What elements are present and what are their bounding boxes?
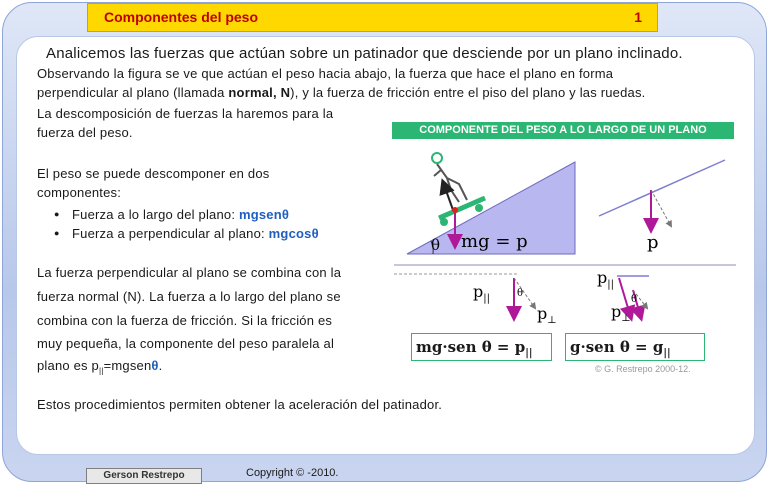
para4-line4: muy pequeña, la componente del peso paralela al [37, 336, 335, 351]
para4-line3: combina con la fuerza de fricción. Si la fricción es [37, 313, 333, 328]
para4-line5: plano es $p_{||}=mgsen\theta$. [37, 358, 163, 376]
normal-arrow [443, 182, 453, 210]
p-perp-label-right: $p_\perp$ [611, 302, 631, 325]
para1-line2: perpendicular al plano (llamada normal, N), y la fuerza de fricción entre el piso del plano y las ruedas. [37, 85, 646, 100]
para3-line2: componentes: [37, 185, 122, 200]
bullet-item: ● Fuerza a perpendicular al plano: mgcosθ [72, 226, 319, 241]
p-parallel-label: $p_{||}$ [473, 282, 490, 305]
theta-label: θ [431, 236, 441, 254]
theta-small-label: θ [517, 288, 524, 299]
bullet-item: ● Fuerza a lo largo del plano: mgsenθ [72, 207, 289, 222]
mg-label: mg = p [461, 231, 528, 252]
theta-small-label-right: θ [631, 294, 638, 305]
para2-line1: La descomposición de fuerzas la haremos para la [37, 106, 334, 121]
para4-line2: fuerza normal (N). La fuerza a lo largo del plano se [37, 289, 341, 304]
figure-credit: © G. Restrepo 2000-12. [595, 364, 691, 374]
conclusion-text: Estos procedimientos permiten obtener la aceleración del patinador. [37, 397, 443, 412]
page-title: Componentes del peso [104, 9, 259, 25]
intro-text: Analicemos las fuerzas que actúan sobre un patinador que desciende por un plano inclinado. [46, 45, 683, 62]
copyright-text: Copyright © -2010. [246, 467, 339, 479]
para1-line1: Observando la figura se ve que actúan el peso hacia abajo, la fuerza que hace el plano en forma [37, 66, 614, 81]
para4-line1: La fuerza perpendicular al plano se combina con la [37, 265, 342, 280]
equation-box-1: mg·sen $\theta = p_{||}$ [411, 333, 552, 361]
skater-icon [432, 153, 485, 226]
equation-box-2: g·sen $\theta = g_{||}$ [565, 333, 705, 361]
incline-line [599, 160, 725, 216]
para3-line1: El peso se puede descomponer en dos [37, 166, 270, 181]
p-parallel-label-right: $p_{||}$ [597, 268, 614, 291]
page-number: 1 [634, 9, 642, 25]
title-bar [87, 3, 658, 32]
p-label: p [647, 232, 659, 253]
force-diagram [389, 118, 739, 378]
figure-title: COMPONENTE DEL PESO A LO LARGO DE UN PLANO [392, 122, 734, 139]
author-label: Gerson Restrepo [86, 468, 202, 484]
para2-line2: fuerza del peso. [37, 125, 133, 140]
p-perp-label: $p_\perp$ [537, 304, 557, 327]
